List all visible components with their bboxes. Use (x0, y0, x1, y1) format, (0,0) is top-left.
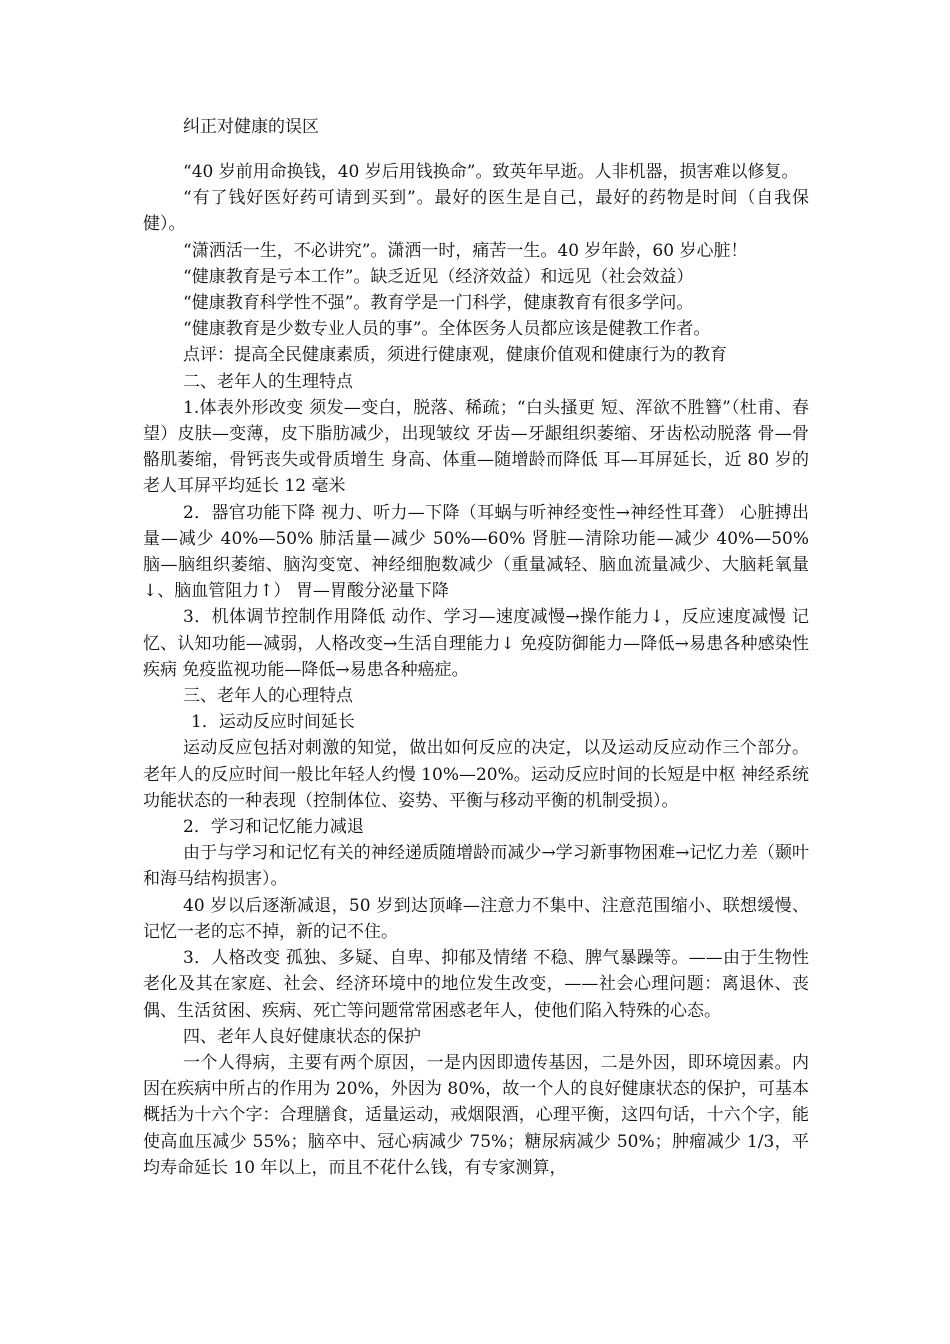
document-title: 纠正对健康的误区 (183, 117, 319, 137)
paragraph: 40 岁以后逐渐减退，50 岁到达顶峰—注意力不集中、注意范围缩小、联想缓慢、记忆一老的忘不掉，新的记不住。 (143, 895, 809, 942)
subsection-heading: 1．运动反应时间延长 (191, 712, 355, 733)
paragraph: “潇洒活一生，不必讲究”。潇洒一时，痛苦一生。40 岁年龄，60 岁心脏！ (183, 240, 748, 261)
paragraph: 2．器官功能下降 视力、听力—下降（耳蜗与听神经变性→神经性耳聋） 心脏搏出量—减少 40%—50% 肺活量—减少 50%—60% 肾脏—清除功能—减少 40%—50% 脑—脑组织萎缩、脑沟变宽、神经细胞数减少（重量减轻、脑血流量减少、大脑耗氧量↓、脑血管阻力↑） 胃—胃酸分泌量下降 (143, 502, 809, 602)
paragraph: 一个人得病，主要有两个原因，一是内因即遗传基因，二是外因，即环境因素。内因在疾病中所占的作用为 20%，外因为 80%，故一个人的良好健康状态的保护，可基本概括为十六个字：合理膳食，适量运动，戒烟限酒，心理平衡，这四句话，十六个字，能使高血压减少 55%；脑卒中、冠心病减少 75%；糖尿病减少 50%；肿瘤减少 1/3，平均寿命延长 10 年以上，而且不花什么钱，有专家测算， (143, 1052, 809, 1178)
section-heading: 二、老年人的生理特点 (183, 371, 353, 392)
paragraph: 点评：提高全民健康素质，须进行健康观，健康价值观和健康行为的教育 (183, 345, 727, 366)
paragraph: 运动反应包括对刺激的知觉，做出如何反应的决定，以及运动反应动作三个部分。老年人的反应时间一般比年轻人约慢 10%—20%。运动反应时间的长短是中枢 神经系统功能状态的一种表现（控制体位、姿势、平衡与移动平衡的机制受损）。 (143, 738, 809, 811)
paragraph: “40 岁前用命换钱，40 岁后用钱换命”。致英年早逝。人非机器，损害难以修复。 (183, 162, 799, 182)
paragraph: 1.体表外形改变 须发—变白，脱落、稀疏；“白头搔更 短、浑欲不胜簪”（杜甫、春望）皮肤—变薄，皮下脂肪减少，出现皱纹 牙齿—牙龈组织萎缩、牙齿松动脱落 骨—骨骼肌萎缩，骨钙丧失或骨质增生 身高、体重—随增龄而降低 耳—耳屏延长，近 80 岁的老人耳屏平均延长 12 毫米 (143, 397, 809, 497)
paragraph: “健康教育是亏本工作”。缺乏近见（经济效益）和远见（社会效益） (183, 266, 694, 287)
section-heading: 四、老年人良好健康状态的保护 (183, 1026, 421, 1047)
paragraph: “健康教育是少数专业人员的事”。全体医务人员都应该是健教工作者。 (183, 319, 711, 340)
paragraph: “有了钱好医好药可请到买到”。最好的医生是自己，最好的药物是时间（自我保健）。 (143, 188, 809, 235)
paragraph: 3．人格改变 孤独、多疑、自卑、抑郁及情绪 不稳、脾气暴躁等。——由于生物性老化及其在家庭、社会、经济环境中的地位发生改变，——社会心理问题：离退休、丧偶、生活贫困、疾病、死亡等问题常常困惑老年人，使他们陷入特殊的心态。 (143, 948, 809, 1021)
paragraph: 3．机体调节控制作用降低 动作、学习—速度减慢→操作能力↓，反应速度减慢 记忆、认知功能—减弱，人格改变→生活自理能力↓ 免疫防御能力—降低→易患各种感染性疾病 免疫监视功能—降低→易患各种癌症。 (143, 607, 809, 680)
document-body (143, 159, 809, 1181)
paragraph: 由于与学习和记忆有关的神经递质随增龄而减少→学习新事物困难→记忆力差（颞叶和海马结构损害）。 (143, 843, 809, 890)
section-heading: 三、老年人的心理特点 (183, 686, 353, 707)
subsection-heading: 2．学习和记忆能力减退 (183, 817, 364, 838)
paragraph: “健康教育科学性不强”。教育学是一门科学，健康教育有很多学问。 (183, 293, 694, 314)
